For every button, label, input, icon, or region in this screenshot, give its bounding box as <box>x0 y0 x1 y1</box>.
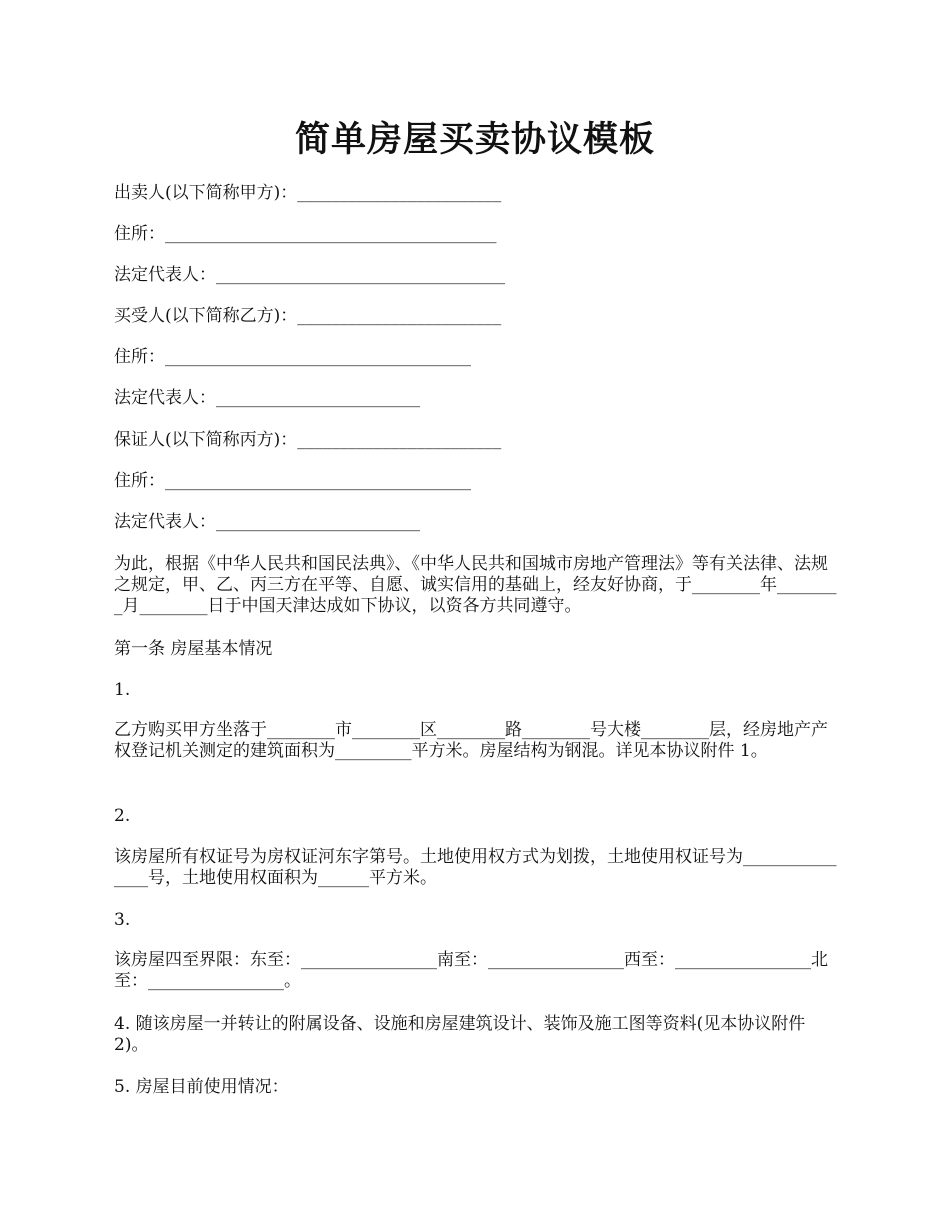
seller-address-line: 住所：_______________________________________ <box>114 224 497 244</box>
guarantor-name-line: 保证人(以下简称丙方)：________________________ <box>114 430 502 450</box>
document-title: 简单房屋买卖协议模板 <box>294 119 655 160</box>
preamble-paragraph: 为此，根据《中华人民共和国民法典》、《中华人民共和国城市房地产管理法》等有关法律、法规之规定，甲、乙、丙三方在平等、自愿、诚实信用的基础上，经友好协商，于________年________月________日于中国天津达成如下协议，以资各方共同遵守。 <box>114 554 837 616</box>
item-1-text: 乙方购买甲方坐落于________市________区________路________号大楼________层，经房地产产权登记机关测定的建筑面积为_________平方米。房屋结构为钢混。详见本协议附件 1。 <box>114 720 828 761</box>
article-1-heading: 第一条 房屋基本情况 <box>114 639 273 659</box>
buyer-address-line: 住所：____________________________________ <box>114 347 471 367</box>
item-3-number: 3. <box>114 910 131 930</box>
guarantor-representative-line: 法定代表人：________________________ <box>114 512 420 532</box>
item-4-text: 4. 随该房屋一并转让的附属设备、设施和房屋建筑设计、装饰及施工图等资料(见本协议附件 2)。 <box>114 1014 806 1055</box>
item-3-text: 该房屋四至界限：东至：________________南至：________________西至：________________北至：________________。 <box>114 950 828 991</box>
seller-name-line: 出卖人(以下简称甲方)：________________________ <box>114 183 502 203</box>
item-5-text: 5. 房屋目前使用情况： <box>114 1077 289 1097</box>
item-2-text: 该房屋所有权证号为房权证河东字第号。土地使用权方式为划拨，土地使用权证号为_______________号，土地使用权面积为______平方米。 <box>114 847 837 888</box>
buyer-representative-line: 法定代表人：________________________ <box>114 388 420 408</box>
item-1-number: 1. <box>114 680 131 700</box>
guarantor-address-line: 住所：____________________________________ <box>114 471 471 491</box>
seller-representative-line: 法定代表人：__________________________________ <box>114 265 505 285</box>
item-2-number: 2. <box>114 806 131 826</box>
buyer-name-line: 买受人(以下简称乙方)：________________________ <box>114 306 502 326</box>
